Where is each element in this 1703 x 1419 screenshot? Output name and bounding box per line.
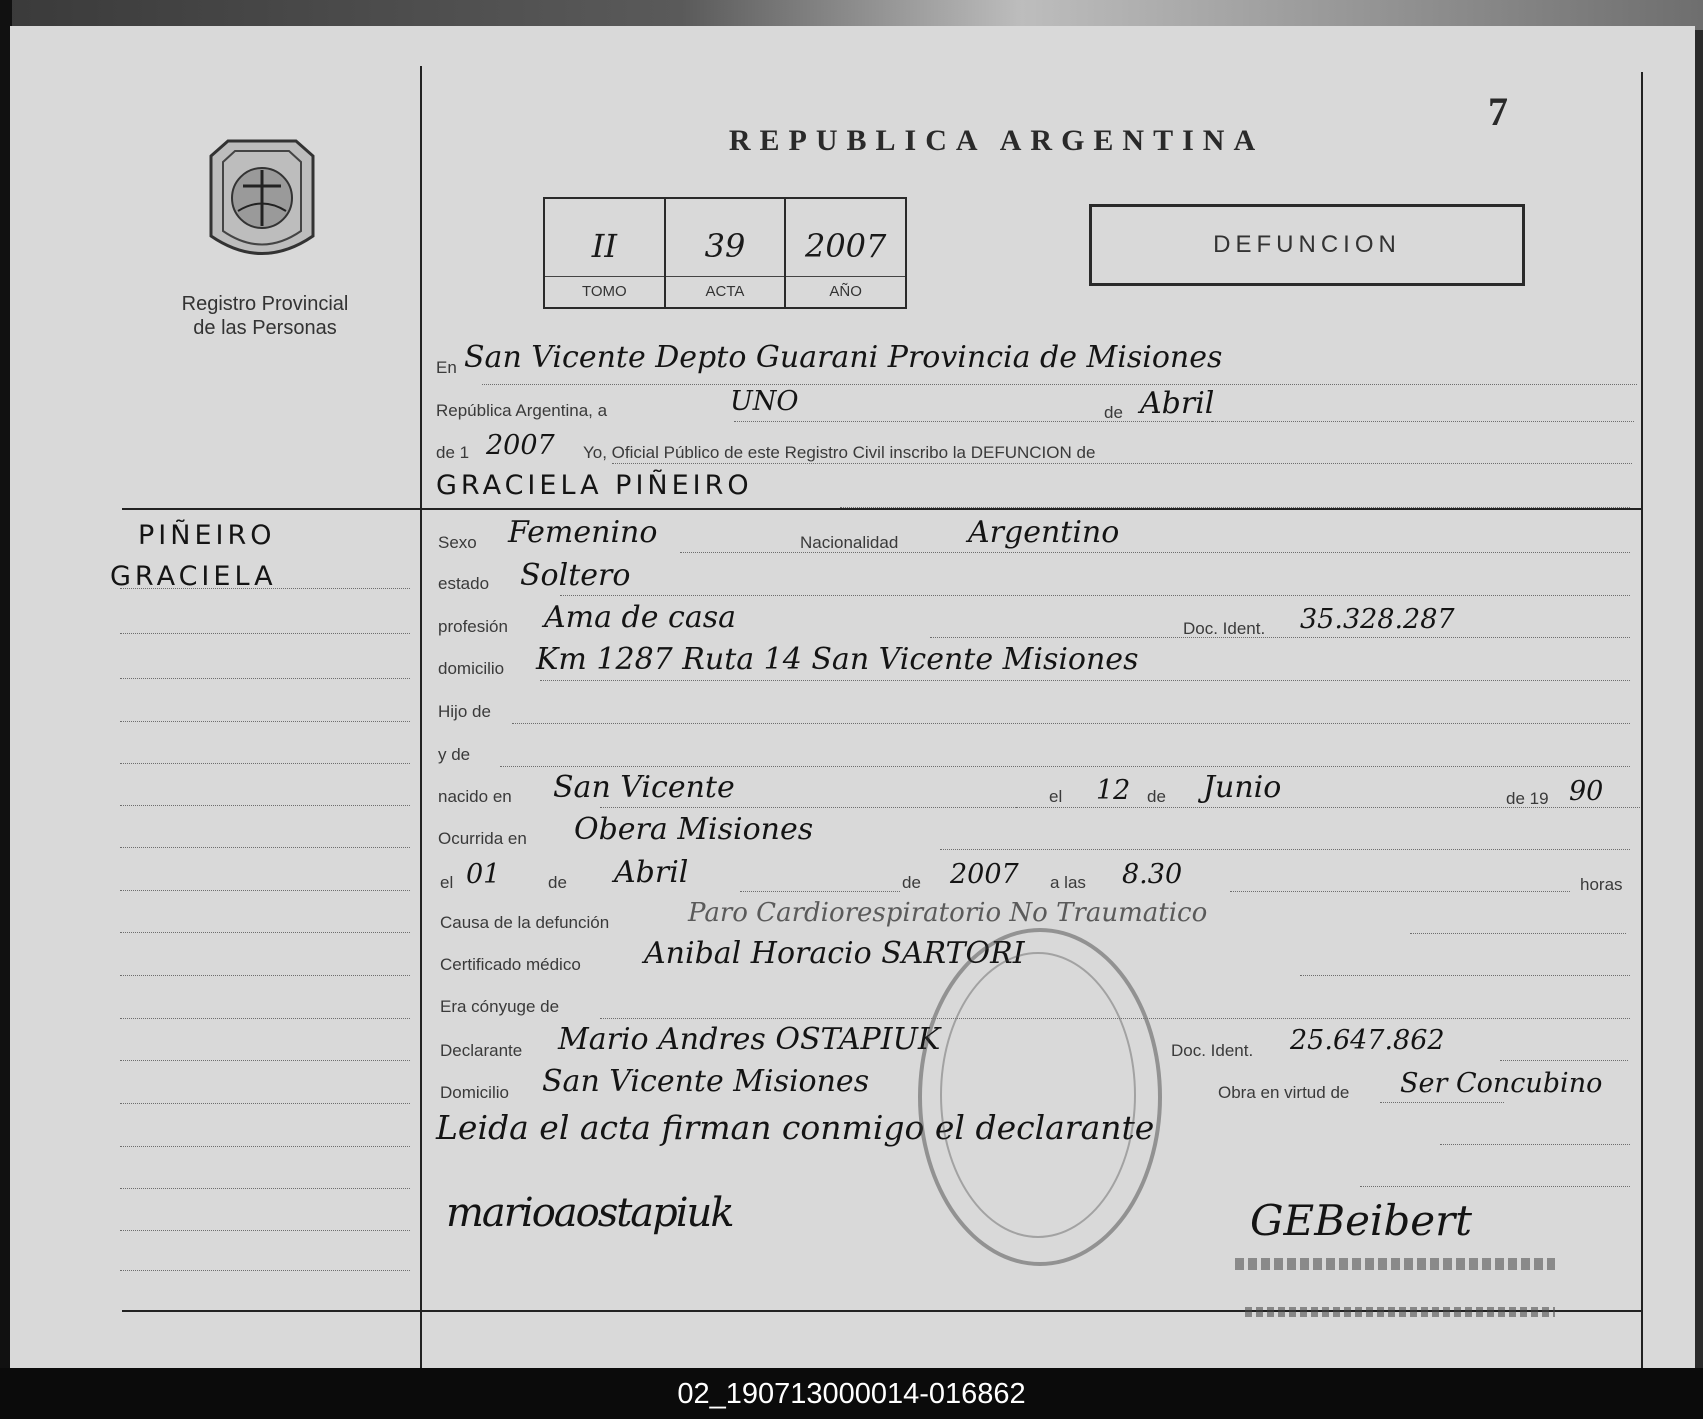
form-rule-line: [500, 766, 1630, 768]
margin-rule-line: [120, 847, 410, 849]
document-type-box: DEFUNCION: [1089, 204, 1525, 286]
form-rule-line: [740, 891, 900, 893]
form-rule-line: [612, 463, 1632, 465]
acta-label: ACTA: [666, 276, 785, 307]
value-anio: 2007: [486, 430, 555, 461]
form-rule-line: [940, 849, 1630, 851]
form-rule-line: [1212, 421, 1632, 423]
label-y-de: y de: [438, 745, 471, 764]
form-rule-line: [482, 384, 1637, 386]
form-rule-line: [840, 507, 1630, 509]
label-certificado: Certificado médico: [440, 955, 581, 974]
label-hijo-de: Hijo de: [438, 702, 491, 721]
label-de-mes: de: [1104, 403, 1123, 422]
anio-value: 2007: [804, 227, 887, 265]
label-a-las: a las: [1050, 873, 1086, 892]
label-causa: Causa de la defunción: [440, 913, 610, 932]
value-ocurrida-en: Obera Misiones: [574, 812, 814, 847]
value-def-mes: Abril: [614, 855, 689, 890]
label-sexo: Sexo: [438, 533, 477, 552]
signature-declarante: marioaostapiuk: [446, 1190, 733, 1236]
label-doc-declarante: Doc. Ident.: [1171, 1041, 1254, 1060]
registry-line-1: Registro Provincial: [181, 293, 349, 315]
form-rule-line: [1300, 975, 1630, 977]
column-divider: [420, 66, 422, 1368]
form-rule-line: [1500, 1060, 1628, 1062]
margin-rule-line: [120, 588, 410, 590]
official-stamp-inner: [940, 952, 1136, 1238]
value-declarante-domicilio: San Vicente Misiones: [542, 1064, 870, 1099]
value-dia: UNO: [730, 386, 799, 417]
margin-rule-line: [120, 1230, 410, 1232]
value-nacionalidad: Argentino: [968, 515, 1120, 550]
form-rule-line: [1360, 1186, 1630, 1188]
margin-rule-line: [120, 1018, 410, 1020]
value-mes: Abril: [1140, 386, 1215, 421]
form-rule-line: [680, 552, 1630, 554]
label-declarante: Declarante: [440, 1041, 523, 1060]
label-doc: Doc. Ident.: [1183, 619, 1266, 638]
margin-surname: PIÑEIRO: [138, 520, 276, 551]
label-de-19: de 19: [1506, 789, 1549, 808]
form-rule-line: [1440, 1144, 1630, 1146]
label-obra: Obra en virtud de: [1218, 1083, 1350, 1102]
label-inscribo: Yo, Oficial Público de este Registro Civil inscribo la DEFUNCION de: [583, 443, 1096, 462]
margin-rule-line: [120, 1060, 410, 1062]
label-de-anio-def: de: [902, 873, 921, 892]
value-obra: Ser Concubino: [1400, 1068, 1603, 1099]
label-republica: República Argentina, a: [436, 401, 608, 420]
form-rule-line: [600, 807, 1020, 809]
document-title: REPUBLICA ARGENTINA: [728, 124, 1265, 157]
value-def-anio: 2007: [950, 859, 1019, 890]
label-en: En: [436, 358, 457, 377]
tomo-label: TOMO: [545, 276, 664, 307]
margin-rule-line: [120, 890, 410, 892]
label-ocurrida-en: Ocurrida en: [438, 829, 527, 848]
value-doc: 35.328.287: [1300, 604, 1455, 635]
margin-rule-line: [120, 1103, 410, 1105]
signature-oficial: GEBeibert: [1250, 1196, 1473, 1245]
label-domicilio-declarante: Domicilio: [440, 1083, 509, 1102]
right-border: [1641, 72, 1643, 1368]
value-sexo: Femenino: [508, 515, 658, 550]
value-def-dia: 01: [466, 859, 501, 890]
label-estado: estado: [438, 574, 490, 593]
tomo-cell: [545, 199, 666, 307]
label-horas: horas: [1580, 875, 1623, 894]
form-rule-line: [1410, 933, 1626, 935]
image-id-caption: 02_190713000014-016862: [677, 1378, 1026, 1410]
acta-value: 39: [704, 227, 746, 265]
anio-label: AÑO: [786, 276, 905, 307]
margin-given-name: GRACIELA: [110, 561, 277, 592]
value-certificado: Anibal Horacio SARTORI: [644, 936, 1025, 971]
label-nacido-en: nacido en: [438, 787, 512, 806]
form-rule-line: [540, 680, 1630, 682]
margin-rule-line: [120, 763, 410, 765]
value-declarante: Mario Andres OSTAPIUK: [558, 1022, 941, 1057]
form-rule-line: [1016, 807, 1640, 809]
page-number: 7: [1488, 89, 1508, 134]
label-profesion: profesión: [438, 617, 508, 636]
acta-cell: [666, 199, 787, 307]
margin-rule-line: [120, 678, 410, 680]
value-causa: Paro Cardiorespiratorio No Traumatico: [688, 898, 1208, 928]
value-nac-dia: 12: [1096, 775, 1131, 806]
form-rule-line: [1230, 891, 1570, 893]
margin-rule-line: [120, 1270, 410, 1272]
form-rule-line: [512, 723, 1630, 725]
label-domicilio: domicilio: [438, 659, 505, 678]
value-domicilio: Km 1287 Ruta 14 San Vicente Misiones: [536, 642, 1139, 677]
margin-rule-line: [120, 721, 410, 723]
label-conyuge: Era cónyuge de: [440, 997, 560, 1016]
form-rule-line: [930, 637, 1630, 639]
tomo-value: II: [591, 227, 617, 265]
value-nac-mes: Junio: [1203, 770, 1282, 805]
value-lugar: San Vicente Depto Guarani Provincia de Misiones: [464, 340, 1223, 375]
value-fallecido: GRACIELA PIÑEIRO: [436, 470, 753, 501]
value-nac-anio: 90: [1569, 776, 1604, 807]
official-title-stamp: [1245, 1307, 1555, 1317]
label-de-nac: de: [1147, 787, 1166, 806]
anio-cell: [786, 199, 905, 307]
margin-rule-line: [120, 975, 410, 977]
margin-rule-line: [120, 633, 410, 635]
value-declarante-doc: 25.647.862: [1290, 1025, 1445, 1056]
form-rule-line: [600, 1018, 1630, 1020]
registry-name: [150, 292, 380, 340]
value-estado: Soltero: [520, 558, 631, 593]
label-el-def: el: [440, 873, 454, 892]
label-de-anio: de 1: [436, 443, 470, 462]
form-rule-line: [1380, 1102, 1504, 1104]
official-name-stamp: [1235, 1258, 1555, 1270]
registry-line-2: de las Personas: [193, 317, 337, 339]
value-nacido-en: San Vicente: [553, 770, 735, 805]
margin-rule-line: [120, 805, 410, 807]
label-nacionalidad: Nacionalidad: [800, 533, 899, 552]
margin-rule-line: [120, 932, 410, 934]
form-rule-line: [560, 595, 1630, 597]
margin-rule-line: [120, 1146, 410, 1148]
label-de-def: de: [548, 873, 567, 892]
value-hora: 8.30: [1122, 859, 1183, 890]
label-el-nac: el: [1049, 787, 1063, 806]
record-table: [543, 197, 907, 309]
value-profesion: Ama de casa: [544, 600, 736, 635]
value-leida: Leida el acta firman conmigo el declarante: [436, 1108, 1155, 1147]
margin-rule-line: [120, 1188, 410, 1190]
